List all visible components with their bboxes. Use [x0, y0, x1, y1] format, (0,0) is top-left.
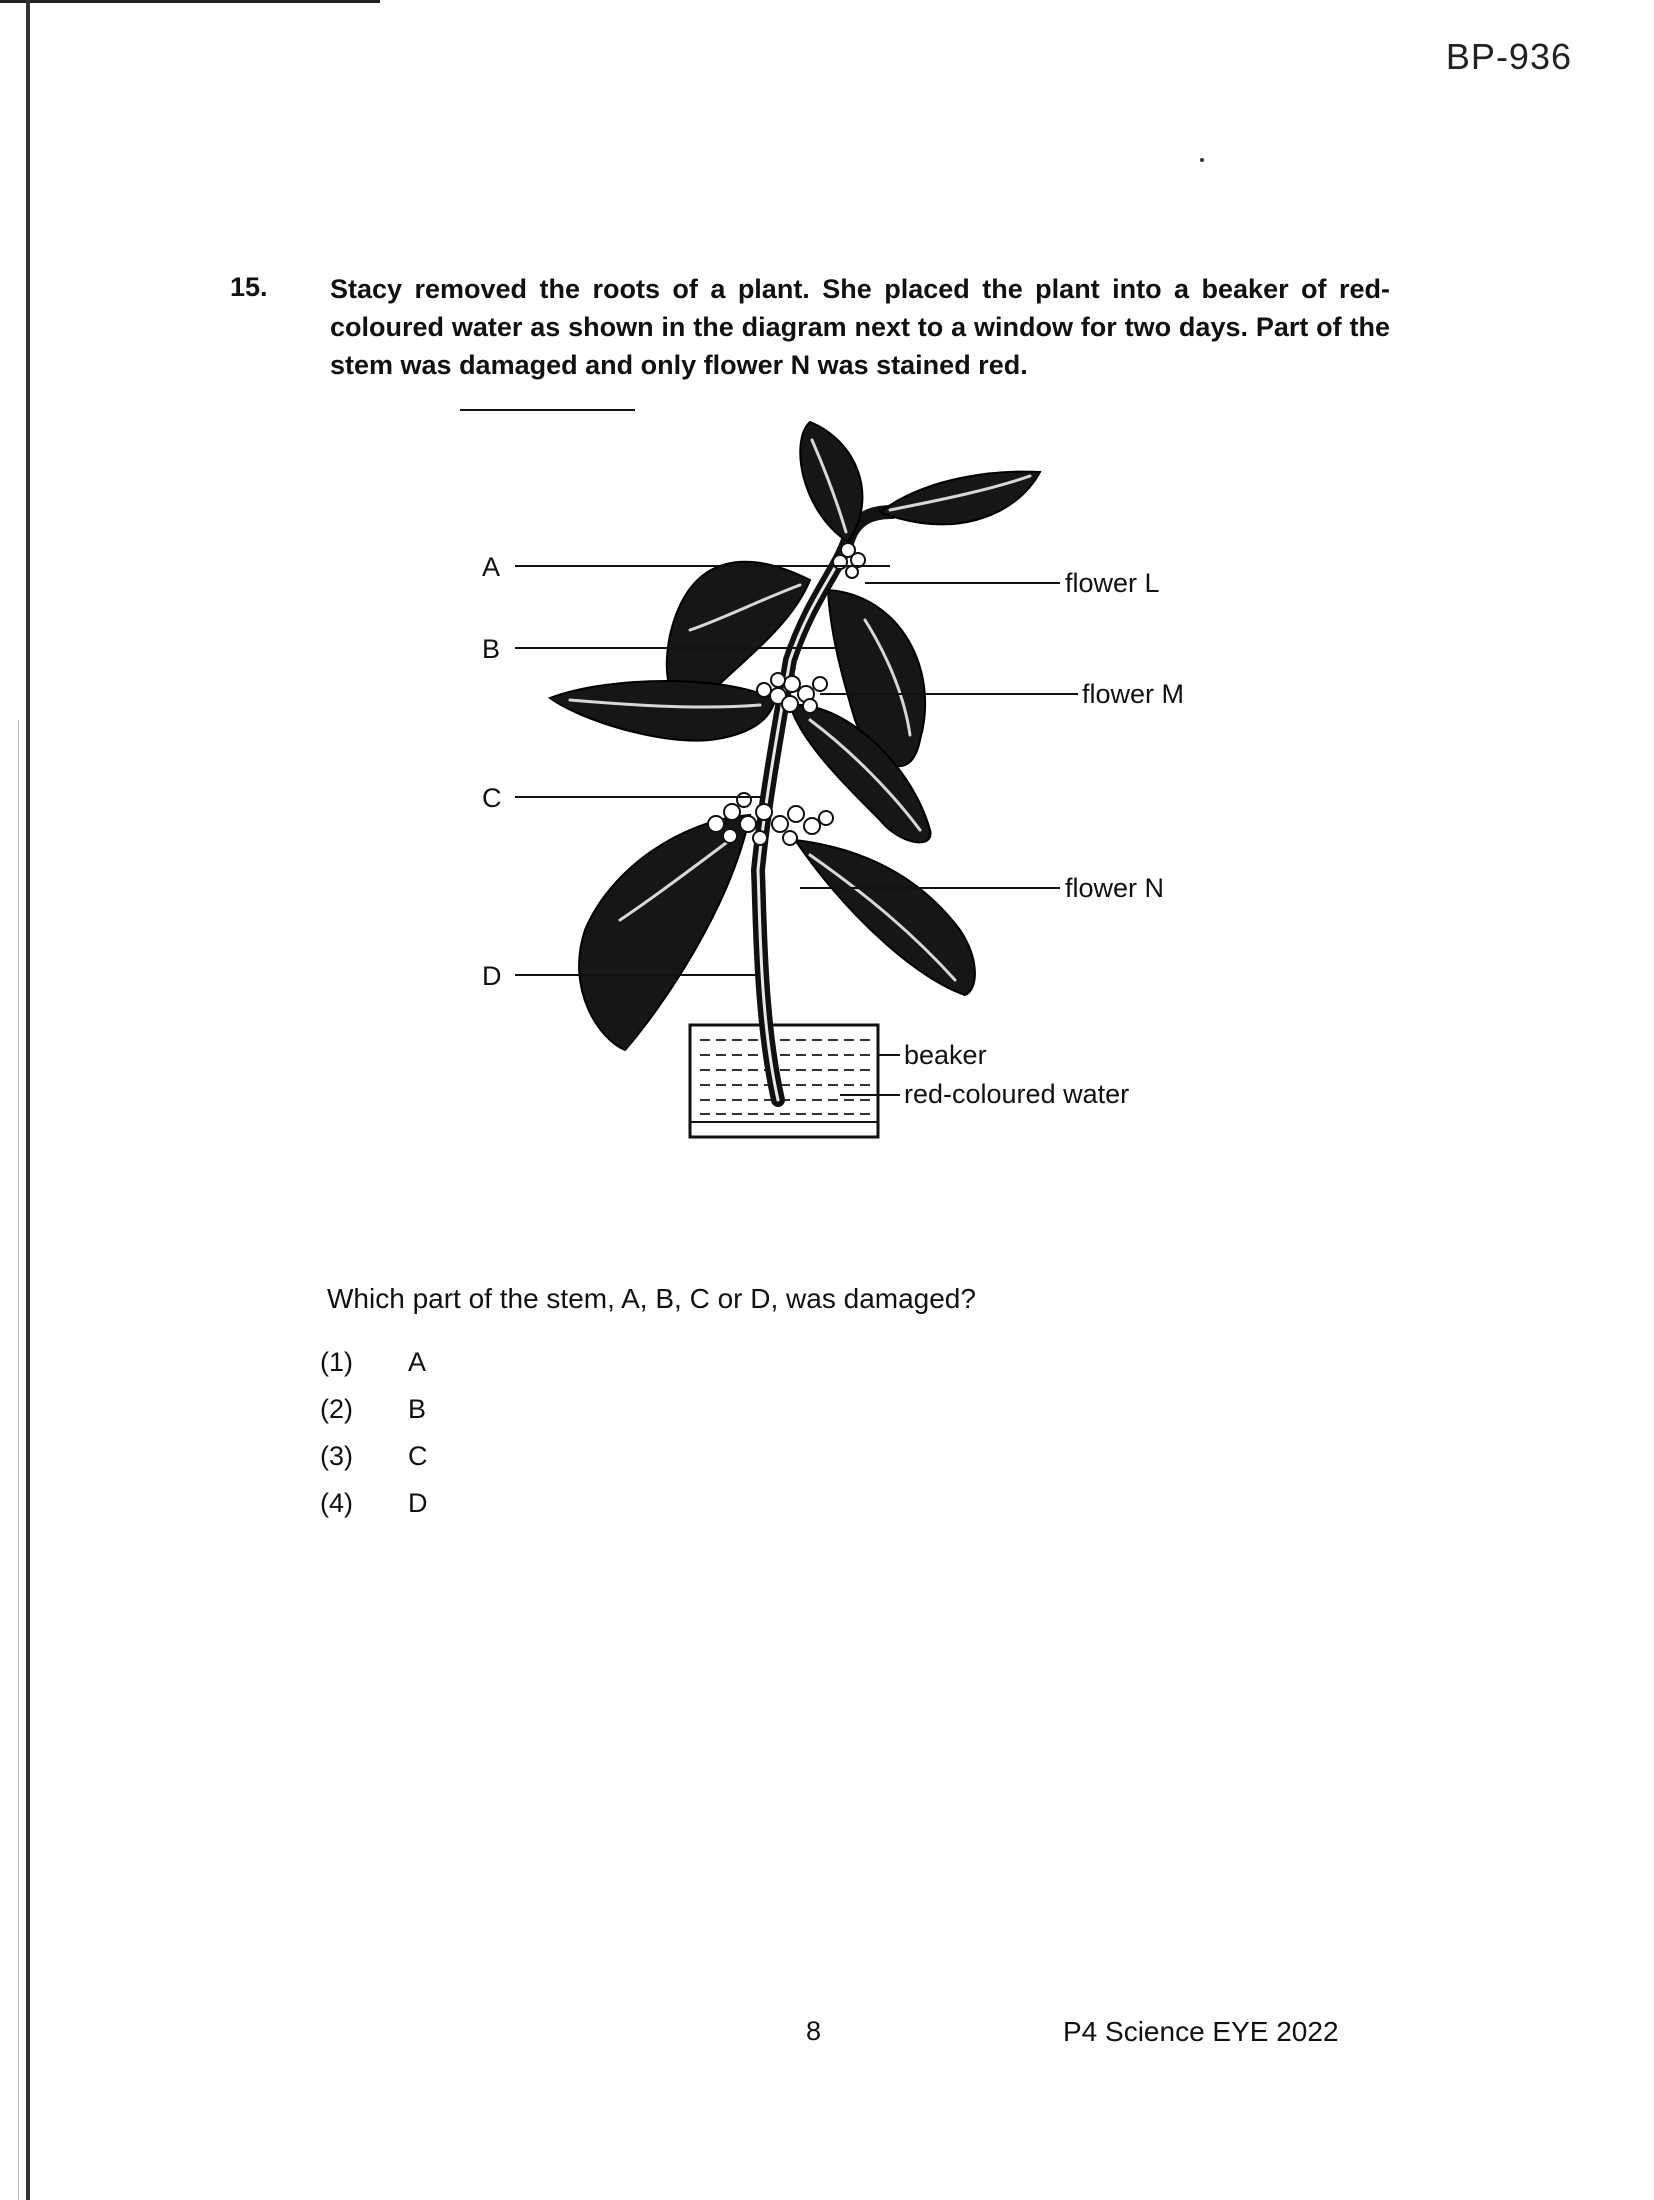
page-code: BP-936: [1445, 36, 1572, 77]
plant-leaves: [550, 422, 1040, 1050]
label-beaker: beaker: [904, 1040, 987, 1070]
option-number: (4): [320, 1488, 353, 1518]
option-label: C: [408, 1441, 428, 1471]
scan-speck: [1200, 158, 1204, 162]
scan-edge-left-thin: [18, 720, 19, 2200]
option-number: (2): [320, 1394, 353, 1424]
scan-edge-top: [0, 0, 380, 3]
option-2[interactable]: [320, 1394, 426, 1425]
option-1[interactable]: [320, 1347, 426, 1378]
stem-label-a: A: [482, 552, 501, 582]
option-number: (3): [320, 1441, 353, 1471]
question-number: 15.: [230, 272, 268, 302]
plant-diagram: [460, 400, 1240, 1160]
label-flower-m: flower M: [1082, 679, 1185, 709]
footer-title: P4 Science EYE 2022: [1063, 2016, 1339, 2047]
stem-label-b: B: [482, 634, 501, 664]
option-label: D: [408, 1488, 428, 1518]
label-water: red-coloured water: [904, 1079, 1130, 1109]
option-number: (1): [320, 1347, 353, 1377]
option-4[interactable]: [320, 1488, 428, 1519]
question-prompt: Which part of the stem, A, B, C or D, was damaged?: [327, 1283, 976, 1314]
scan-edge-left: [26, 0, 30, 2200]
option-label: A: [408, 1347, 427, 1377]
stem-label-d: D: [482, 961, 502, 991]
question-text: Stacy removed the roots of a plant. She placed the plant into a beaker of red-coloured water as shown in the diagram next to a window for two days. Part of the stem was damaged and only flower N was stained red.: [330, 274, 1390, 380]
stem-label-c: C: [482, 783, 502, 813]
label-flower-n: flower N: [1065, 873, 1165, 903]
page-number: 8: [806, 2016, 822, 2046]
label-flower-l: flower L: [1065, 568, 1160, 598]
option-label: B: [408, 1394, 427, 1424]
option-3[interactable]: [320, 1441, 428, 1472]
beaker-illustration: [690, 1025, 878, 1137]
